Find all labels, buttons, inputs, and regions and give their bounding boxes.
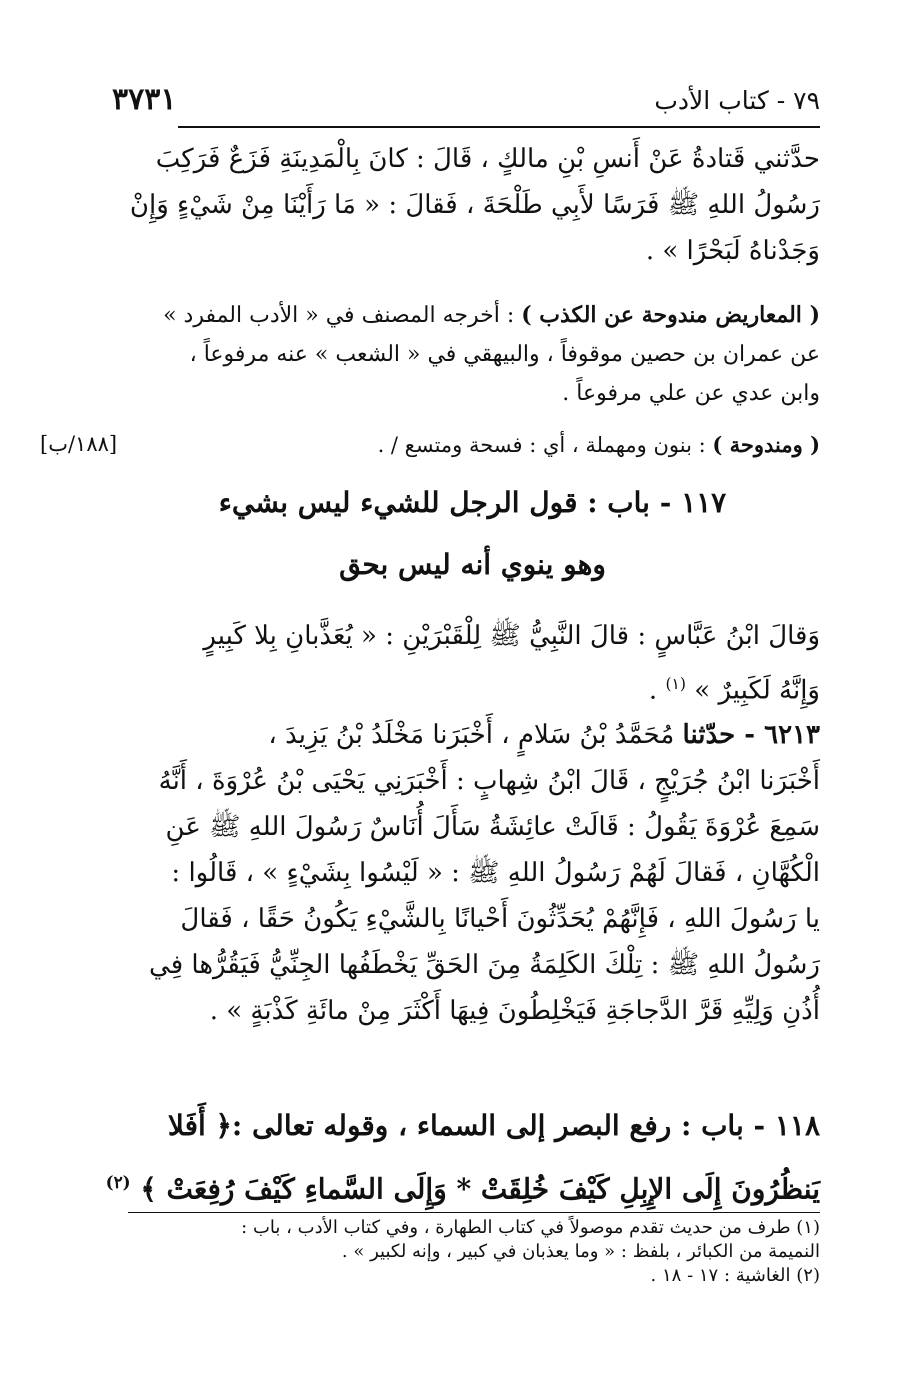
hadith-continuation <box>125 136 820 274</box>
text-line: رَسُولُ اللهِ ﷺ : تِلْكَ الكَلِمَةُ مِنَ الحَقِّ يَخْطَفُها الجِنِّيُّ فَيَقُرُّها فِي <box>149 950 820 980</box>
ibn-abbas-quote <box>125 612 820 715</box>
commentary-line: عن عمران بن حصين موقوفاً ، والبيهقي في « الشعب » عنه مرفوعاً ، <box>189 342 820 367</box>
running-chapter-title: ٧٩ - كتاب الأدب <box>654 86 820 115</box>
chapter-118-title <box>105 1098 820 1217</box>
quote-end: وَإِنَّهُ لَكَبِيرٌ » <box>694 675 820 706</box>
footnote-line: (٢) الغاشية : ١٧ - ١٨ . <box>650 1265 820 1286</box>
gloss-line <box>378 432 820 457</box>
commentary <box>125 296 820 413</box>
gloss-row <box>40 428 820 464</box>
folio-marker: [١٨٨/ب] <box>40 432 118 456</box>
footnotes <box>128 1216 820 1288</box>
footnote-rule <box>128 1212 820 1213</box>
text-line: الْكُهَّانِ ، فَقالَ لَهُمْ رَسُولُ اللهِ ﷺ : « لَيْسُوا بِشَيْءٍ » ، قَالُوا : <box>171 858 820 888</box>
footnote-line: النميمة من الكبائر ، بلفظ : « وما يعذبان في كبير ، وإنه لكبير » . <box>341 1241 820 1262</box>
text-line: أُذُنِ وَلِيِّهِ قَرَّ الدَّجاجَةِ فَيَخْلِطُونَ فِيهَا أَكْثَرَ مِنْ مائَةِ كَذْبَةٍ » . <box>209 996 820 1026</box>
chapter-118-line <box>105 1154 820 1217</box>
page-header <box>112 82 820 122</box>
chapter-117-title: ١١٧ - باب : قول الرجل للشيء ليس بشيء <box>218 486 727 519</box>
text-line: يا رَسُولَ اللهِ ، فَإِنَّهُمْ يُحَدِّثُونَ أَحْيانًا بِالشَّيْءِ يَكُونُ حَقًا ، فَقالَ <box>180 904 820 934</box>
gloss-text: : بنون ومهملة ، أي : فسحة ومتسع / . <box>377 433 713 457</box>
text-line: أَخْبَرَنا ابْنُ جُرَيْجٍ ، قَالَ ابْنُ شِهابٍ : أَخْبَرَنِي يَحْيَى بْنُ عُرْوَةَ ، أَنَّهُ <box>158 766 820 796</box>
text-line <box>125 660 820 715</box>
text-line <box>125 712 820 758</box>
footnote-ref: (١) <box>665 675 687 693</box>
hadith-number: ٦٢١٣ - حدّثنا <box>682 720 820 750</box>
text-line: وَقالَ ابْنُ عَبَّاسٍ : قالَ النَّبِيُّ ﷺ لِلْقَبْرَيْنِ : « يُعَذَّبانِ بِلا كَبِيرٍ <box>203 621 820 651</box>
chapter-118-line: ١١٨ - باب : رفع البصر إلى السماء ، وقوله تعالى :﴿ أَفَلا <box>167 1109 820 1142</box>
quran-verse: يَنظُرُونَ إِلَى الإِبِلِ كَيْفَ خُلِقَتْ * وَإِلَى السَّماءِ كَيْفَ رُفِعَتْ ﴾ <box>140 1172 820 1206</box>
text-line: وَجَدْناهُ لَبَحْرًا » . <box>645 236 820 266</box>
period: . <box>648 675 666 706</box>
text-line: رَسُولُ اللهِ ﷺ فَرَسًا لأَبِي طَلْحَةَ ، فَقالَ : « مَا رَأَيْنَا مِنْ شَيْءٍ وَإِنْ <box>129 190 820 220</box>
commentary-line <box>125 296 820 335</box>
header-rule <box>178 126 820 128</box>
commentary-line: وابن عدي عن علي مرفوعاً . <box>562 381 820 406</box>
page-number: ٣٧٣١ <box>112 82 177 117</box>
hadith-6213 <box>125 712 820 1034</box>
footnote-ref: (٢) <box>105 1172 131 1192</box>
commentary-text: : أخرجه المصنف في « الأدب المفرد » <box>163 303 522 328</box>
commentary-heading: ( المعاريض مندوحة عن الكذب ) <box>521 302 820 328</box>
text-line: سَمِعَ عُرْوَةَ يَقُولُ : قَالَتْ عائِشَةُ سَأَلَ أُنَاسٌ رَسُولَ اللهِ ﷺ عَنِ <box>165 812 820 842</box>
gloss-term: ( ومندوحة ) <box>712 432 820 457</box>
footnote-line: (١) طرف من حديث تقدم موصولاً في كتاب الطهارة ، وفي كتاب الأدب ، باب : <box>241 1217 820 1238</box>
hadith-text: مُحَمَّدُ بْنُ سَلامٍ ، أَخْبَرَنا مَخْلَدُ بْنُ يَزِيدَ ، <box>268 720 683 750</box>
chapter-117-subtitle: وهو ينوي أنه ليس بحق <box>339 548 606 581</box>
text-line: حدَّثني قَتادةُ عَنْ أَنسِ بْنِ مالكٍ ، قَالَ : كانَ بِالْمَدِينَةِ فَزَعٌ فَرَكِبَ <box>155 144 820 174</box>
